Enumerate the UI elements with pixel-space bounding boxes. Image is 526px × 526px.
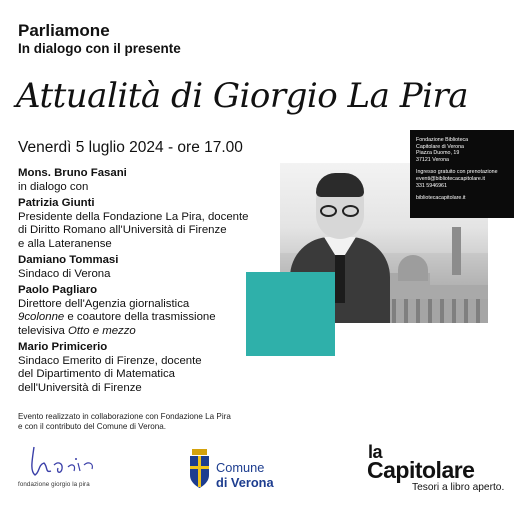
capitolare-tagline: Tesori a libro aperto.	[412, 482, 505, 493]
speaker-item	[18, 197, 268, 251]
verona-coat-of-arms	[189, 449, 210, 489]
la-pira-label: fondazione giorgio la pira	[18, 481, 90, 488]
cathedral-dome	[398, 255, 428, 281]
person-hair	[316, 173, 364, 197]
speaker-item	[18, 254, 268, 281]
speaker-name: Mons. Bruno Fasani	[18, 167, 127, 179]
speaker-role: Presidente della Fondazione La Pira, docente	[18, 210, 249, 223]
info-address: 37121 Verona	[416, 156, 449, 163]
speaker-role: in dialogo con	[18, 180, 89, 193]
balustrade	[380, 299, 488, 323]
info-org: Capitolare di Verona	[416, 143, 464, 150]
speaker-name: Patrizia Giunti	[18, 197, 95, 209]
speakers-list	[18, 167, 268, 398]
speaker-role: 9colonne e coautore della trasmissione	[18, 311, 216, 323]
info-booking: Ingresso gratuito con prenotazione	[416, 169, 498, 176]
event-date: Venerdì 5 luglio 2024 - ore 17.00	[18, 139, 243, 156]
speaker-role: televisiva Otto e mezzo	[18, 324, 136, 337]
speaker-item	[18, 167, 268, 194]
speaker-name: Damiano Tommasi	[18, 254, 119, 266]
speaker-role: Sindaco Emerito di Firenze, docente	[18, 354, 202, 367]
speaker-name: Paolo Pagliaro	[18, 284, 98, 296]
person-tie	[335, 255, 345, 303]
event-title: Attualità di Giorgio La Pira	[16, 76, 468, 116]
bell-tower	[452, 227, 461, 275]
info-email[interactable]: eventi@bibliotecacapitolare.it	[416, 175, 485, 182]
speaker-role: dell'Università di Firenze	[18, 381, 142, 394]
la-pira-signature-logo	[18, 441, 128, 481]
capitolare-logo-name: Capitolare	[367, 457, 475, 483]
speaker-role: Direttore dell'Agenzia giornalistica	[18, 297, 190, 310]
series-title: Parliamone	[18, 21, 110, 40]
info-address: Piazza Duomo, 19	[416, 150, 460, 157]
speaker-item	[18, 284, 268, 338]
info-box	[410, 130, 514, 218]
glasses-icon	[318, 205, 362, 217]
speaker-item	[18, 341, 268, 395]
speaker-role: del Dipartimento di Matematica	[18, 368, 176, 380]
note-line: Evento realizzato in collaborazione con Fondazione La Pira	[18, 412, 231, 421]
speaker-role: Sindaco di Verona	[18, 267, 111, 280]
speaker-role: di Diritto Romano all'Università di Firenze	[18, 224, 227, 236]
info-phone[interactable]: 331 5946961	[416, 182, 447, 189]
series-subtitle: In dialogo con il presente	[18, 41, 181, 56]
info-org: Fondazione Biblioteca	[416, 137, 469, 143]
capitolare-logo-la: la	[368, 442, 383, 462]
speaker-name: Mario Primicerio	[18, 341, 108, 353]
speaker-role: e alla Lateranense	[18, 237, 112, 250]
info-website[interactable]: bibliotecacapitolare.it	[416, 195, 466, 202]
collaboration-note	[18, 412, 278, 432]
comune-label: Comune	[216, 460, 265, 475]
teal-accent-square	[246, 272, 335, 356]
note-line: e con il contributo del Comune di Verona.	[18, 422, 167, 431]
comune-city: di Verona	[216, 475, 274, 490]
